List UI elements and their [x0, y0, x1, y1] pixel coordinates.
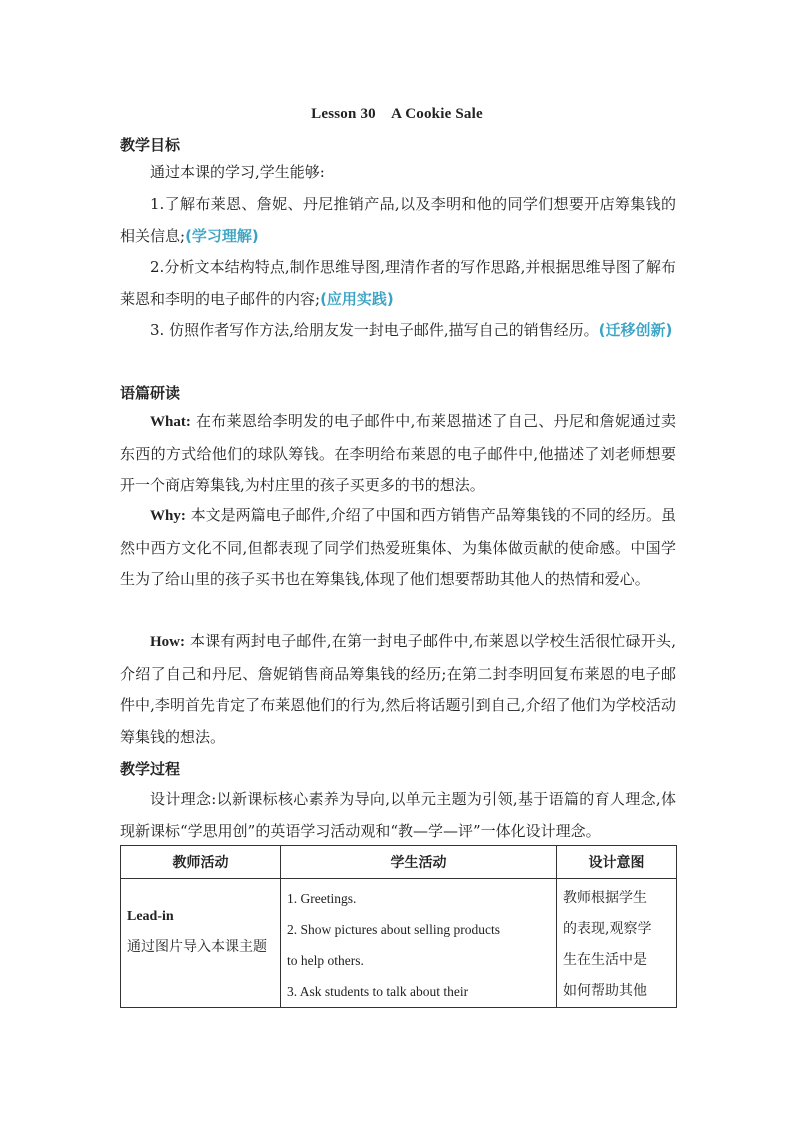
table-header-row	[121, 846, 677, 879]
student-activity-cell	[281, 879, 557, 1008]
objective-tag-3: (迁移创新)	[598, 321, 673, 339]
student-line: 1. Greetings.	[287, 891, 357, 906]
how-label: How:	[150, 634, 185, 650]
lesson-title: Lesson 30 A Cookie Sale	[311, 106, 483, 122]
intent-line: 生在生活中是	[563, 952, 647, 968]
student-line: 3. Ask students to talk about their	[287, 984, 469, 999]
lead-in-desc: 通过图片导入本课主题	[127, 939, 267, 955]
teacher-activity-cell	[121, 879, 281, 1008]
analysis-heading: 语篇研读	[120, 384, 181, 402]
process-heading: 教学过程	[120, 760, 181, 778]
analysis-what: What: 在布莱恩给李明发的电子邮件中,布莱恩描述了自己、丹尼和詹妮通过卖东西的方式给他们的球队筹钱。在李明给布莱恩的电子邮件中,他描述了刘老师想要开一个商店筹集钱,为村庄里的孩子买更多的书的想法。	[120, 412, 676, 494]
design-concept: 设计理念:以新课标核心素养为导向,以单元主题为引领,基于语篇的育人理念,体现新课标“学思用创”的英语学习活动观和“教—学—评”一体化设计理念。	[120, 790, 676, 840]
why-label: Why:	[150, 508, 186, 524]
lead-in-title: Lead-in	[127, 909, 174, 924]
intent-line: 如何帮助其他	[563, 983, 647, 999]
process-table	[120, 845, 677, 1008]
design-intent-cell	[557, 879, 677, 1008]
objective-item-1: 1.了解布莱恩、詹妮、丹尼推销产品,以及李明和他的同学们想要开店筹集钱的相关信息;(学习理解)	[120, 195, 676, 245]
objectives-heading: 教学目标	[120, 136, 181, 154]
objective-tag-2: (应用实践)	[320, 289, 394, 308]
header-student-activity: 学生活动	[281, 846, 557, 879]
header-teacher-activity: 教师活动	[121, 846, 281, 879]
intent-line: 教师根据学生	[563, 890, 647, 906]
analysis-how: How: 本课有两封电子邮件,在第一封电子邮件中,布莱恩以学校生活很忙碌开头,介绍了自己和丹尼、詹妮销售商品筹集钱的经历;在第二封李明回复布莱恩的电子邮件中,李明首先肯定了布莱恩他们的行为,然后将话题引到自己,介绍了他们为学校活动筹集钱的想法。	[120, 632, 676, 746]
table-row	[121, 879, 677, 1008]
objective-tag-1: (学习理解)	[185, 226, 259, 245]
student-line: 2. Show pictures about selling products	[287, 922, 500, 937]
what-label: What:	[150, 414, 191, 430]
intent-line: 的表现,观察学	[563, 921, 652, 937]
analysis-why: Why: 本文是两篇电子邮件,介绍了中国和西方销售产品筹集钱的不同的经历。虽然中西方文化不同,但都表现了同学们热爱班集体、为集体做贡献的使命感。中国学生为了给山里的孩子买书也在筹集钱,体现了他们想要帮助其他人的热情和爱心。	[120, 506, 676, 588]
header-design-intent: 设计意图	[557, 846, 677, 879]
objectives-intro: 通过本课的学习,学生能够:	[150, 163, 325, 181]
objective-item-2: 2.分析文本结构特点,制作思维导图,理清作者的写作思路,并根据思维导图了解布莱恩和李明的电子邮件的内容;(应用实践)	[120, 258, 676, 308]
student-line: to help others.	[287, 953, 364, 968]
objective-item-3: 3. 仿照作者写作方法,给朋友发一封电子邮件,描写自己的销售经历。(迁移创新)	[150, 321, 673, 339]
